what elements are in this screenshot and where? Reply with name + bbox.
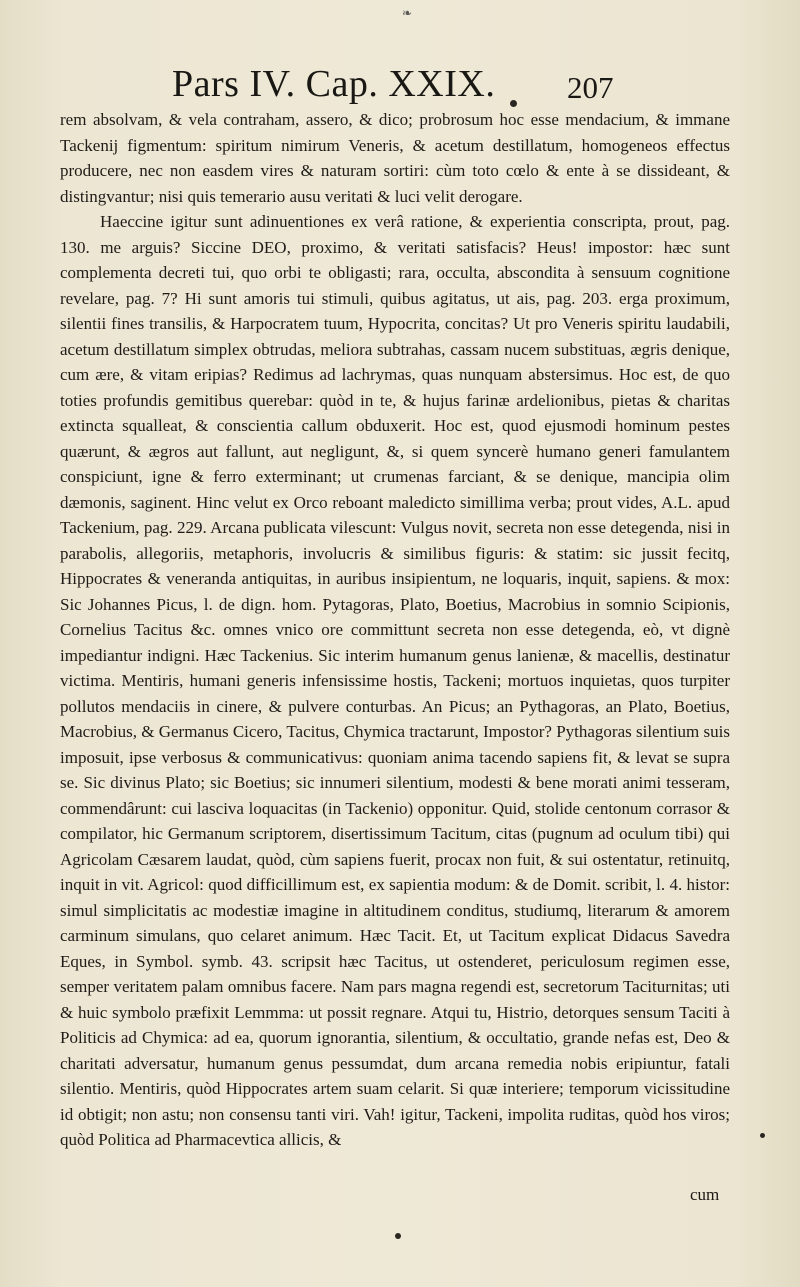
print-mark: ❧ bbox=[402, 6, 413, 20]
page-number: 207 bbox=[567, 70, 614, 105]
ink-spot bbox=[395, 1233, 401, 1239]
running-head: Pars IV. Cap. XXIX. bbox=[172, 63, 496, 105]
paragraph-1: rem absolvam, & vela contraham, assero, & dico; probrosum hoc esse mendacium, & immane Tackenij figmentum: spiritum nimirum Veneris, & acetum destillatum, homogeneos effectus producere, nec non easdem vires & naturam sortiri: cùm toto cœlo & ente à se dissideant, & distingvantur; nisi quis temerario ausu veritati & luci velit derogare. bbox=[60, 110, 730, 206]
page-header bbox=[172, 62, 632, 108]
paragraph-2: Haeccine igitur sunt adinuentiones ex verâ ratione, & experientia conscripta, prout, pag. 130. me arguis? Siccine DEO, proximo, & veritati satisfacis? Heus! impostor: hæc sunt complementa decreti tui, quo orbi te obligasti; rara, occulta, abscondita à sensuum cognitione revelare, pag. 7? Hi sunt amoris tui stimuli, quibus agitatus, ut ais, pag. 203. erga proximum, silentii fines transilis, & Harpocratem tuum, Hypocrita, concitas? Ut pro Veneris spiritu laudabili, acetum destillatum simplex obtrudas, meliora subtrahas, cassam nucem substituas, ægris denique, cum ære, & vitam eripias? Redimus ad lachrymas, quas nunquam abstersimus. Hoc est, de quo toties profundis gemitibus querebar: quòd in te, & hujus farinæ ardelionibus, pietas & charitas extincta squalleat, & conscientia callum obduxerit. Hoc est, quod ejusmodi hominum pestes quærunt, & ægros aut fallunt, aut negligunt, &, si quem syncerè humano generi famulantem conspiciunt, igne & ferro exterminant; ut crumenas farciant, & se denique, mancipia olim dæmonis, saginent. Hinc velut ex Orco reboant maledicto simillima verba; prout vides, A.L. apud Tackenium, pag. 229. Arcana publicata vilescunt: Vulgus novit, secreta non esse detegenda, nisi in parabolis, allegoriis, metaphoris, involucris & similibus figuris: & statim: sic jussit fecitq, Hippocrates & veneranda antiquitas, in auribus insipientum, ne loquaris, inquit, sapiens. & mox: Sic Johannes Picus, l. de dign. hom. Pytagoras, Plato, Boetius, Macrobius in somnio Scipionis, Cornelius Tacitus &c. omnes vnico ore committunt secreta non esse detegenda, eò, vt dignè impediantur indigni. Hæc Tackenius. Sic interim humanum genus lanienæ, & macellis, destinatur victima. Mentiris, humani generis infensissime hostis, Tackeni; mortuos inquietas, quos turpiter pollutos mendaciis in cinere, & pulvere conturbas. An Picus; an Pythagoras, an Plato, Boetius, Macrobius, & Germanus Cicero, Tacitus, Chymica tractarunt, Impostor? Pythagoras silentium suis imposuit, ipse verbosus & communicativus: quoniam anima tacendo sapiens fit, & levat se supra se. Sic divinus Plato; sic Boetius; sic innumeri silentium, modesti & bene morati animi tesseram, commendârunt: cui lasciva loquacitas (in Tackenio) opponitur. Quid, stolide centonum corrasor & compilator, hic Germanum scriptorem, disertissimum Tacitum, citas (pugnum ad oculum tibi) qui Agricolam Cæsarem laudat, quòd, cùm sapiens fuerit, procax non fuit, & sui ostentatur, retinuitq, inquit in vit. Agricol: quod difficillimum est, ex sapientia modum: & de Domit. scribit, l. 4. histor: simul simplicitatis ac modestiæ imagine in altitudinem conditus, studiumq, literarum & amorem carminum simulans, quo celaret animum. Hæc Tacit. Et, ut Tacitum explicat Didacus Savedra Eques, in Symbol. symb. 43. scripsit hæc Tacitus, ut ostenderet, periculosum regimen esse, semper veritatem palam omnibus facere. Nam pars magna regendi est, secretorum Taciturnitas; uti & huic symbolo præfixit Lemmma: ut possit regnare. Atqui tu, Histrio, detorques sensum Taciti à Politicis ad Chymica: ad ea, quorum ignorantia, silentium, & occultatio, grande nefas est, Deo & charitati adversatur, humanum genus pessumdat, dum arcana remedia nobis eripiuntur, fatali silentio. Mentiris, quòd Hippocrates artem suam celarit. Si quæ interiere; temporum vicissitudine id obtigit; non astu; non consensu tanti viri. Vah! igitur, Tackeni, impolita ruditas, quòd hos viros; quòd Politica ad Pharmacevtica allicis, & bbox=[60, 212, 730, 1149]
ink-spot bbox=[510, 100, 517, 107]
body-text bbox=[60, 107, 730, 1153]
catchword: cum bbox=[690, 1185, 720, 1204]
ink-spot bbox=[760, 1133, 765, 1138]
